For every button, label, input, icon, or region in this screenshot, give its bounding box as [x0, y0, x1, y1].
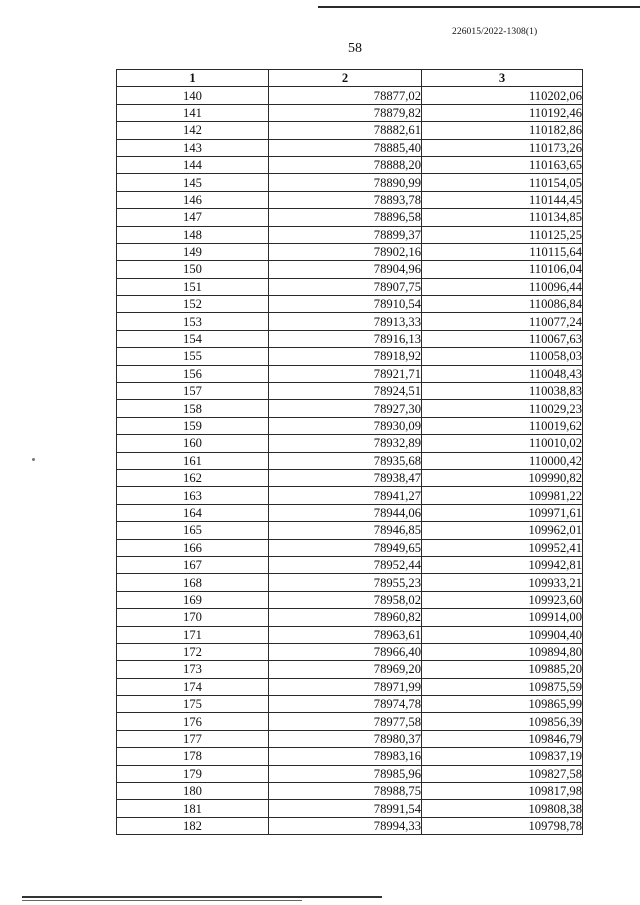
cell-y-coordinate: 109798,78	[422, 817, 583, 834]
cell-y-coordinate: 109827,58	[422, 765, 583, 782]
cell-y-coordinate: 110173,26	[422, 139, 583, 156]
table-row	[117, 696, 583, 713]
cell-x-coordinate: 78882,61	[269, 122, 422, 139]
cell-x-coordinate: 78910,54	[269, 296, 422, 313]
cell-x-coordinate: 78988,75	[269, 783, 422, 800]
column-header-y: 3	[422, 70, 583, 87]
table-row	[117, 122, 583, 139]
cell-x-coordinate: 78980,37	[269, 730, 422, 747]
table-row	[117, 783, 583, 800]
table-row	[117, 539, 583, 556]
cell-y-coordinate: 109990,82	[422, 469, 583, 486]
cell-y-coordinate: 109971,61	[422, 504, 583, 521]
cell-point-number: 144	[117, 156, 269, 173]
cell-x-coordinate: 78904,96	[269, 261, 422, 278]
cell-point-number: 178	[117, 748, 269, 765]
table-row	[117, 765, 583, 782]
cell-point-number: 165	[117, 522, 269, 539]
cell-point-number: 149	[117, 243, 269, 260]
cell-y-coordinate: 109865,99	[422, 696, 583, 713]
table-row	[117, 574, 583, 591]
cell-y-coordinate: 110154,05	[422, 174, 583, 191]
cell-x-coordinate: 78888,20	[269, 156, 422, 173]
cell-point-number: 181	[117, 800, 269, 817]
cell-y-coordinate: 110077,24	[422, 313, 583, 330]
footer-rule-secondary	[22, 900, 302, 901]
cell-y-coordinate: 109894,80	[422, 643, 583, 660]
cell-y-coordinate: 110000,42	[422, 452, 583, 469]
table-row	[117, 800, 583, 817]
table-row	[117, 609, 583, 626]
cell-point-number: 147	[117, 209, 269, 226]
cell-point-number: 176	[117, 713, 269, 730]
cell-x-coordinate: 78927,30	[269, 400, 422, 417]
cell-x-coordinate: 78896,58	[269, 209, 422, 226]
cell-y-coordinate: 109837,19	[422, 748, 583, 765]
cell-y-coordinate: 110144,45	[422, 191, 583, 208]
cell-point-number: 173	[117, 661, 269, 678]
table-row	[117, 591, 583, 608]
table-row	[117, 226, 583, 243]
cell-y-coordinate: 110010,02	[422, 435, 583, 452]
cell-y-coordinate: 110163,65	[422, 156, 583, 173]
table-row	[117, 400, 583, 417]
cell-point-number: 146	[117, 191, 269, 208]
table-row	[117, 261, 583, 278]
cell-y-coordinate: 109981,22	[422, 487, 583, 504]
table-row	[117, 452, 583, 469]
margin-mark	[32, 458, 35, 461]
cell-x-coordinate: 78885,40	[269, 139, 422, 156]
column-header-x: 2	[269, 70, 422, 87]
cell-x-coordinate: 78941,27	[269, 487, 422, 504]
cell-x-coordinate: 78963,61	[269, 626, 422, 643]
cell-y-coordinate: 110096,44	[422, 278, 583, 295]
table-row	[117, 365, 583, 382]
cell-x-coordinate: 78924,51	[269, 383, 422, 400]
cell-x-coordinate: 78902,16	[269, 243, 422, 260]
cell-x-coordinate: 78971,99	[269, 678, 422, 695]
cell-y-coordinate: 109942,81	[422, 556, 583, 573]
cell-point-number: 142	[117, 122, 269, 139]
cell-point-number: 148	[117, 226, 269, 243]
cell-x-coordinate: 78935,68	[269, 452, 422, 469]
cell-x-coordinate: 78994,33	[269, 817, 422, 834]
cell-point-number: 145	[117, 174, 269, 191]
cell-x-coordinate: 78890,99	[269, 174, 422, 191]
cell-point-number: 164	[117, 504, 269, 521]
cell-y-coordinate: 110086,84	[422, 296, 583, 313]
cell-x-coordinate: 78899,37	[269, 226, 422, 243]
footer-rule	[22, 896, 382, 898]
cell-y-coordinate: 110115,64	[422, 243, 583, 260]
cell-x-coordinate: 78879,82	[269, 104, 422, 121]
cell-y-coordinate: 109885,20	[422, 661, 583, 678]
cell-point-number: 154	[117, 330, 269, 347]
cell-point-number: 143	[117, 139, 269, 156]
cell-point-number: 152	[117, 296, 269, 313]
cell-point-number: 161	[117, 452, 269, 469]
table-row	[117, 522, 583, 539]
cell-x-coordinate: 78877,02	[269, 87, 422, 104]
cell-point-number: 180	[117, 783, 269, 800]
cell-point-number: 166	[117, 539, 269, 556]
table-row	[117, 626, 583, 643]
coordinates-table	[116, 69, 583, 835]
cell-y-coordinate: 110019,62	[422, 417, 583, 434]
cell-x-coordinate: 78958,02	[269, 591, 422, 608]
cell-x-coordinate: 78966,40	[269, 643, 422, 660]
cell-point-number: 156	[117, 365, 269, 382]
cell-x-coordinate: 78930,09	[269, 417, 422, 434]
cell-point-number: 159	[117, 417, 269, 434]
table-row	[117, 209, 583, 226]
cell-y-coordinate: 110134,85	[422, 209, 583, 226]
table-row	[117, 435, 583, 452]
table-row	[117, 748, 583, 765]
cell-point-number: 179	[117, 765, 269, 782]
cell-x-coordinate: 78991,54	[269, 800, 422, 817]
cell-y-coordinate: 109846,79	[422, 730, 583, 747]
table-row	[117, 661, 583, 678]
cell-point-number: 150	[117, 261, 269, 278]
cell-x-coordinate: 78960,82	[269, 609, 422, 626]
cell-y-coordinate: 109914,00	[422, 609, 583, 626]
table-row	[117, 417, 583, 434]
table-row	[117, 104, 583, 121]
table-row	[117, 296, 583, 313]
cell-x-coordinate: 78983,16	[269, 748, 422, 765]
cell-x-coordinate: 78907,75	[269, 278, 422, 295]
cell-point-number: 157	[117, 383, 269, 400]
cell-y-coordinate: 109933,21	[422, 574, 583, 591]
table-row	[117, 313, 583, 330]
cell-point-number: 177	[117, 730, 269, 747]
table-row	[117, 678, 583, 695]
cell-x-coordinate: 78955,23	[269, 574, 422, 591]
cell-y-coordinate: 110058,03	[422, 348, 583, 365]
document-id: 226015/2022-1308(1)	[452, 27, 538, 37]
cell-y-coordinate: 110125,25	[422, 226, 583, 243]
cell-y-coordinate: 110038,83	[422, 383, 583, 400]
cell-y-coordinate: 110192,46	[422, 104, 583, 121]
cell-y-coordinate: 110067,63	[422, 330, 583, 347]
cell-y-coordinate: 109904,40	[422, 626, 583, 643]
table-row	[117, 383, 583, 400]
cell-x-coordinate: 78952,44	[269, 556, 422, 573]
cell-x-coordinate: 78985,96	[269, 765, 422, 782]
table-row	[117, 330, 583, 347]
cell-x-coordinate: 78921,71	[269, 365, 422, 382]
cell-x-coordinate: 78918,92	[269, 348, 422, 365]
table-row	[117, 730, 583, 747]
cell-y-coordinate: 110106,04	[422, 261, 583, 278]
cell-point-number: 163	[117, 487, 269, 504]
cell-x-coordinate: 78946,85	[269, 522, 422, 539]
cell-point-number: 158	[117, 400, 269, 417]
cell-point-number: 141	[117, 104, 269, 121]
cell-point-number: 171	[117, 626, 269, 643]
cell-point-number: 172	[117, 643, 269, 660]
table-row	[117, 174, 583, 191]
cell-x-coordinate: 78893,78	[269, 191, 422, 208]
cell-y-coordinate: 109962,01	[422, 522, 583, 539]
cell-point-number: 167	[117, 556, 269, 573]
cell-x-coordinate: 78944,06	[269, 504, 422, 521]
cell-x-coordinate: 78969,20	[269, 661, 422, 678]
cell-point-number: 170	[117, 609, 269, 626]
cell-point-number: 169	[117, 591, 269, 608]
cell-y-coordinate: 109923,60	[422, 591, 583, 608]
cell-point-number: 151	[117, 278, 269, 295]
cell-point-number: 155	[117, 348, 269, 365]
cell-point-number: 140	[117, 87, 269, 104]
cell-point-number: 153	[117, 313, 269, 330]
cell-x-coordinate: 78916,13	[269, 330, 422, 347]
table-row	[117, 278, 583, 295]
table-row	[117, 643, 583, 660]
table-row	[117, 156, 583, 173]
cell-point-number: 174	[117, 678, 269, 695]
cell-x-coordinate: 78974,78	[269, 696, 422, 713]
table-row	[117, 139, 583, 156]
table-row	[117, 243, 583, 260]
cell-y-coordinate: 109875,59	[422, 678, 583, 695]
cell-x-coordinate: 78932,89	[269, 435, 422, 452]
column-header-number: 1	[117, 70, 269, 87]
cell-y-coordinate: 110048,43	[422, 365, 583, 382]
cell-y-coordinate: 110202,06	[422, 87, 583, 104]
cell-x-coordinate: 78913,33	[269, 313, 422, 330]
cell-y-coordinate: 110029,23	[422, 400, 583, 417]
cell-point-number: 160	[117, 435, 269, 452]
table-row	[117, 713, 583, 730]
table-row	[117, 504, 583, 521]
table-row	[117, 87, 583, 104]
table-row	[117, 469, 583, 486]
table-header-row	[117, 70, 583, 87]
cell-y-coordinate: 110182,86	[422, 122, 583, 139]
cell-y-coordinate: 109856,39	[422, 713, 583, 730]
cell-y-coordinate: 109817,98	[422, 783, 583, 800]
page-number: 58	[348, 41, 362, 56]
cell-x-coordinate: 78938,47	[269, 469, 422, 486]
cell-x-coordinate: 78977,58	[269, 713, 422, 730]
table-row	[117, 487, 583, 504]
top-rule	[318, 6, 640, 8]
table-row	[117, 348, 583, 365]
table-row	[117, 191, 583, 208]
cell-point-number: 182	[117, 817, 269, 834]
cell-point-number: 168	[117, 574, 269, 591]
cell-point-number: 162	[117, 469, 269, 486]
table-row	[117, 817, 583, 834]
cell-y-coordinate: 109952,41	[422, 539, 583, 556]
cell-x-coordinate: 78949,65	[269, 539, 422, 556]
cell-point-number: 175	[117, 696, 269, 713]
cell-y-coordinate: 109808,38	[422, 800, 583, 817]
table-row	[117, 556, 583, 573]
